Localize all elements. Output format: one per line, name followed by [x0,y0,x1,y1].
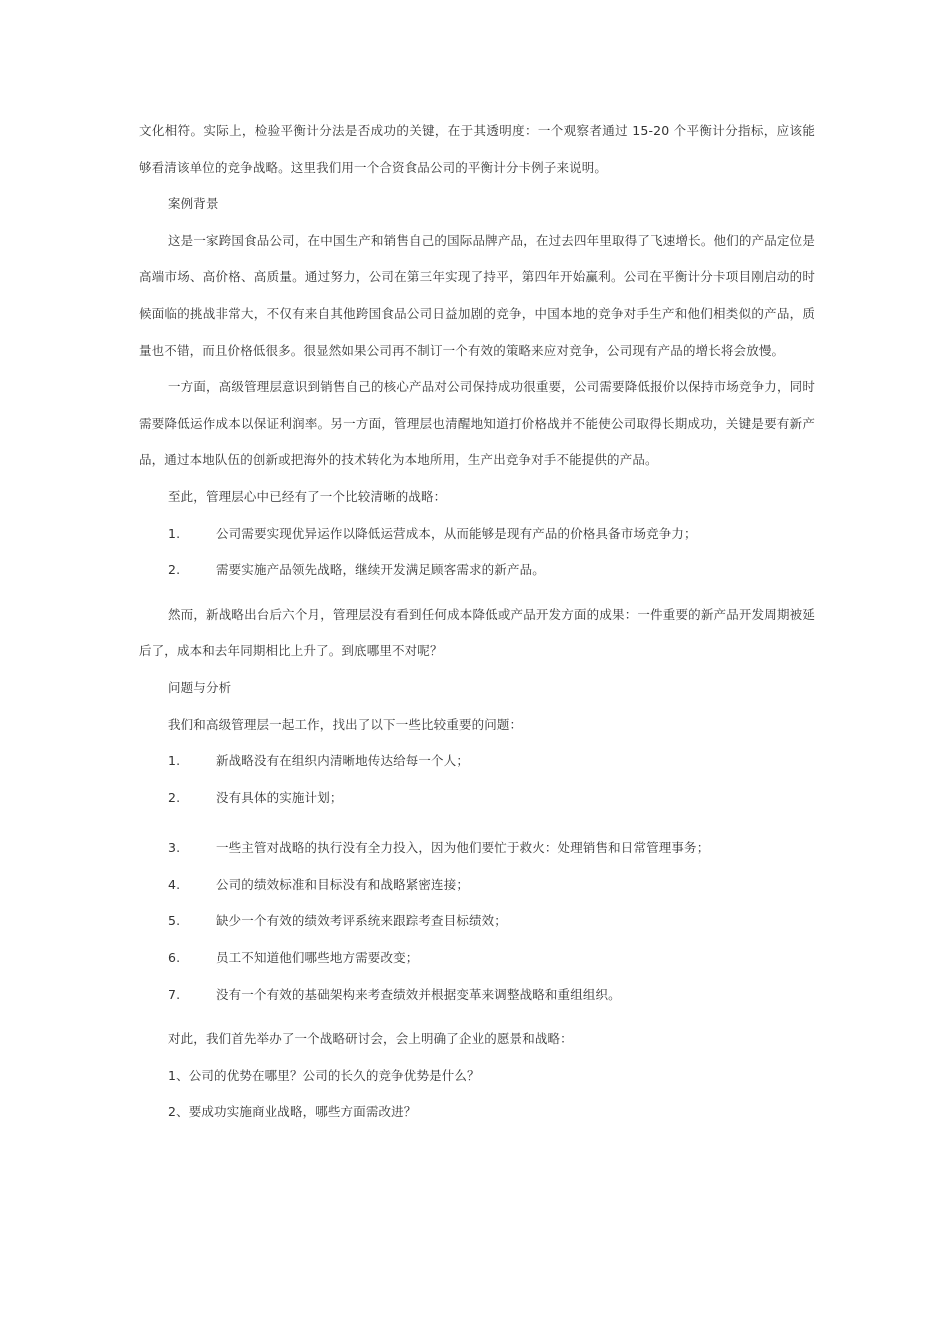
list-item-number: 3. [168,840,181,856]
spacer [139,589,815,597]
list-item [139,552,815,589]
list-item-text: 没有一个有效的基础架构来考查绩效并根据变革来调整战略和重组组织。 [216,986,621,1002]
list-item [139,743,815,780]
paragraph-company: 这是一家跨国食品公司，在中国生产和销售自己的国际品牌产品，在过去四年里取得了飞速增长。他们的产品定位是高端市场、高价格、高质量。通过努力，公司在第三年实现了持平，第四年开始赢利。公司在平衡计分卡项目刚启动的时候面临的挑战非常大，不仅有来自其他跨国食品公司日益加剧的竞争，中国本地的竞争对手生产和他们相类似的产品，质量也不错，而且价格低很多。很显然如果公司再不制订一个有效的策略来应对竞争，公司现有产品的增长将会放慢。 [139,232,815,358]
strategy-list [139,516,815,589]
paragraph-management: 一方面，高级管理层意识到销售自己的核心产品对公司保持成功很重要，公司需要降低报价以保持市场竞争力，同时需要降低运作成本以保证利润率。另一方面，管理层也清醒地知道打价格战并不能使公司取得长期成功，关键是要有新产品，通过本地队伍的创新或把海外的技术转化为本地所用，生产出竞争对手不能提供的产品。 [139,379,815,468]
list-item-text: 没有具体的实施计划； [216,789,343,805]
paragraph-result: 然而，新战略出台后六个月，管理层没有看到任何成本降低或产品开发方面的成果：一件重要的新产品开发周期被延后了，成本和去年同期相比上升了。到底哪里不对呢？ [139,606,815,659]
list-item [139,516,815,553]
heading-case-background: 案例背景 [168,196,219,212]
list-item [139,903,815,940]
list-item-number: 4. [168,876,181,892]
paragraph-intro: 文化相符。实际上，检验平衡计分法是否成功的关键，在于其透明度：一个观察者通过 15-20 个平衡计分指标，应该能够看清该单位的竞争战略。这里我们用一个合资食品公司的平衡计分卡例子来说明。 [139,123,815,175]
heading-problem-analysis: 问题与分析 [168,679,232,695]
list-item [139,940,815,977]
spacer [139,1013,815,1021]
list-item [139,867,815,904]
paragraph-problems-intro: 我们和高级管理层一起工作，找出了以下一些比较重要的问题： [168,716,523,732]
list-item-number: 1. [168,753,181,769]
question-2: 2、要成功实施商业战略，哪些方面需改进？ [168,1104,417,1120]
list-item-text: 一些主管对战略的执行没有全力投入，因为他们要忙于救火：处理销售和日常管理事务； [216,840,710,856]
list-item-text: 公司需要实现优异运作以降低运营成本，从而能够是现有产品的价格具备市场竞争力； [216,525,697,541]
paragraph-strategy-intro: 至此，管理层心中已经有了一个比较清晰的战略： [168,488,447,504]
list-item [139,977,815,1014]
list-item [139,780,815,817]
list-item-number: 1. [168,525,181,541]
paragraph-workshop: 对此，我们首先举办了一个战略研讨会，会上明确了企业的愿景和战略： [168,1031,573,1047]
list-item-text: 需要实施产品领先战略，继续开发满足顾客需求的新产品。 [216,562,545,578]
list-item-text: 员工不知道他们哪些地方需要改变； [216,950,419,966]
list-item-number: 2. [168,789,181,805]
list-item [139,830,815,867]
document-page [139,113,815,1131]
list-item-text: 缺少一个有效的绩效考评系统来跟踪考查目标绩效； [216,913,507,929]
list-item-number: 7. [168,986,181,1002]
problem-list [139,743,815,1013]
list-item-text: 公司的绩效标准和目标没有和战略紧密连接； [216,876,470,892]
question-1: 1、公司的优势在哪里？公司的长久的竞争优势是什么？ [168,1067,480,1083]
list-item-text: 新战略没有在组织内清晰地传达给每一个人； [216,753,470,769]
list-item-number: 6. [168,950,181,966]
list-item-number: 2. [168,562,181,578]
list-item-number: 5. [168,913,181,929]
